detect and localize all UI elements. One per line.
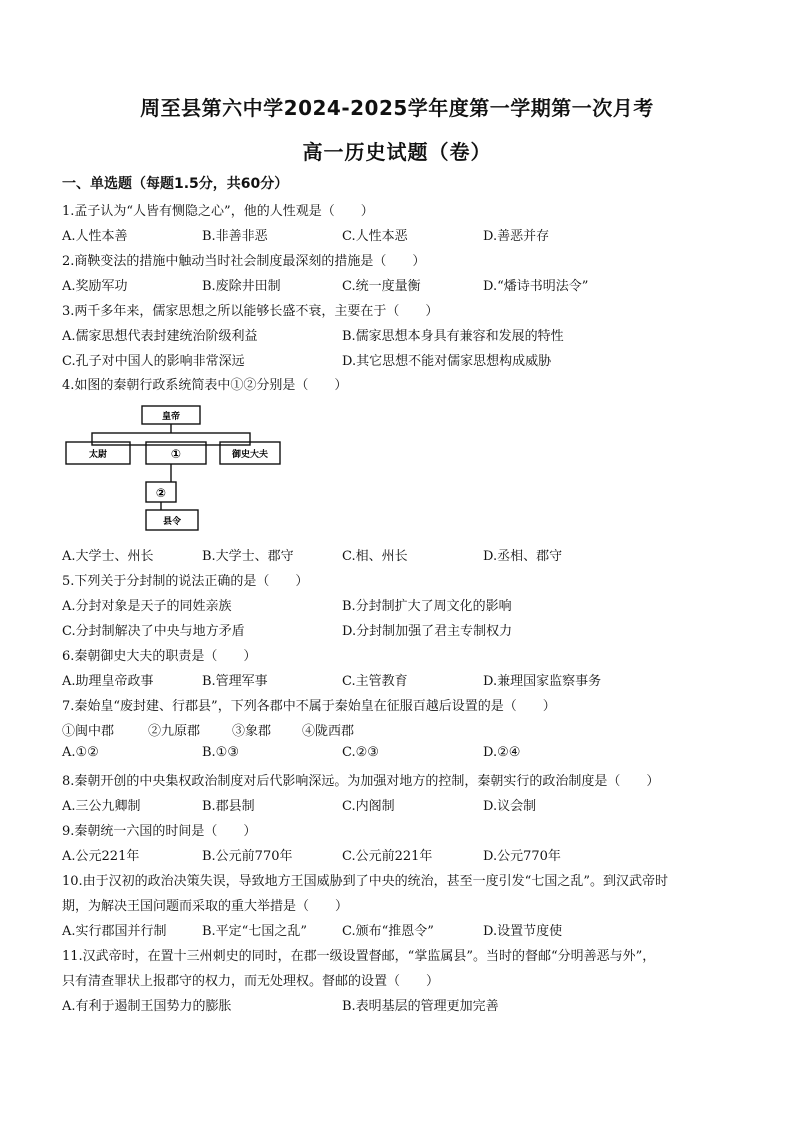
q7-item-4: ④陇西郡 [302, 724, 355, 739]
q8-option-b: B.郡县制 [202, 799, 255, 814]
question-7-stem: 7.秦始皇“废封建、行郡县”，下列各郡中不属于秦始皇在征服百越后设置的是（ ） [62, 699, 556, 714]
q1-option-b: B.非善非恶 [202, 229, 268, 244]
exam-title: 周至县第六中学2024-2025学年度第一学期第一次月考 [140, 96, 654, 120]
q4-option-a: A.大学士、州长 [62, 549, 154, 564]
q5-option-b: B.分封制扩大了周文化的影响 [342, 599, 512, 614]
q3-option-b: B.儒家思想本身具有兼容和发展的特性 [342, 329, 564, 344]
question-6-stem: 6.秦朝御史大夫的职责是（ ） [62, 649, 257, 664]
q10-option-c: C.颁布“推恩令” [342, 924, 434, 939]
qin-admin-diagram [62, 398, 302, 538]
question-8-stem: 8.秦朝开创的中央集权政治制度对后代影响深远。为加强对地方的控制，秦朝实行的政治制度是（ ） [62, 774, 660, 789]
q4-option-d: D.丞相、郡守 [483, 549, 563, 564]
q3-option-d: D.其它思想不能对儒家思想构成威胁 [342, 354, 552, 369]
question-2-stem: 2.商鞅变法的措施中触动当时社会制度最深刻的措施是（ ） [62, 254, 426, 269]
q6-option-c: C.主管教育 [342, 674, 408, 689]
q4-option-c: C.相、州长 [342, 549, 408, 564]
q6-option-d: D.兼理国家监察事务 [483, 674, 602, 689]
question-3-stem: 3.两千多年来，儒家思想之所以能够长盛不衰，主要在于（ ） [62, 304, 439, 319]
q9-option-c: C.公元前221年 [342, 849, 433, 864]
section-heading: 一、单选题（每题1.5分，共60分） [62, 176, 289, 192]
label-xianling: 县令 [162, 517, 182, 527]
q8-option-c: C.内阁制 [342, 799, 395, 814]
q7-option-a: A.①② [62, 745, 99, 760]
question-4-stem: 4.如图的秦朝行政系统简表中①②分别是（ ） [62, 378, 348, 393]
q3-option-a: A.儒家思想代表封建统治阶级利益 [62, 329, 258, 344]
q11-option-b: B.表明基层的管理更加完善 [342, 999, 499, 1014]
q2-option-d: D.“燔诗书明法令” [483, 279, 589, 294]
q11-option-a: A.有利于遏制王国势力的膨胀 [62, 999, 232, 1014]
q9-option-b: B.公元前770年 [202, 849, 293, 864]
q7-option-d: D.②④ [483, 745, 521, 760]
exam-subtitle: 高一历史试题（卷） [302, 140, 492, 164]
q6-option-a: A.助理皇帝政事 [62, 674, 154, 689]
q7-item-1: ①闽中郡 [62, 724, 115, 739]
question-10-stem: 10.由于汉初的政治决策失误，导致地方王国威胁到了中央的统治，甚至一度引发“七国之乱”。到汉武帝时 [62, 874, 668, 889]
q5-option-d: D.分封制加强了君主专制权力 [342, 624, 513, 639]
q2-option-b: B.废除井田制 [202, 279, 281, 294]
q2-option-a: A.奖励军功 [62, 279, 128, 294]
label-taiwei: 太尉 [88, 450, 108, 460]
label-blank2: ② [155, 486, 167, 500]
q6-option-b: B.管理军事 [202, 674, 268, 689]
q5-option-a: A.分封对象是天子的同姓亲族 [62, 599, 232, 614]
diagram-svg [62, 398, 302, 538]
q8-option-a: A.三公九卿制 [62, 799, 141, 814]
label-blank1: ① [170, 447, 182, 461]
q8-option-d: D.议会制 [483, 799, 537, 814]
question-9-stem: 9.秦朝统一六国的时间是（ ） [62, 824, 257, 839]
q10-option-a: A.实行郡国并行制 [62, 924, 167, 939]
q7-option-c: C.②③ [342, 745, 379, 760]
q10-option-b: B.平定“七国之乱” [202, 924, 307, 939]
q1-option-c: C.人性本恶 [342, 229, 408, 244]
q1-option-a: A.人性本善 [62, 229, 128, 244]
q9-option-a: A.公元221年 [62, 849, 140, 864]
q5-option-c: C.分封制解决了中央与地方矛盾 [62, 624, 245, 639]
question-11-stem-cont: 只有清查罪状上报郡守的权力，而无处理权。督邮的设置（ ） [62, 974, 440, 989]
q1-option-d: D.善恶并存 [483, 229, 550, 244]
q4-option-b: B.大学士、郡守 [202, 549, 294, 564]
question-5-stem: 5.下列关于分封制的说法正确的是（ ） [62, 574, 309, 589]
q3-option-c: C.孔子对中国人的影响非常深远 [62, 354, 245, 369]
q7-item-2: ②九原郡 [148, 724, 201, 739]
question-10-stem-cont: 期，为解决王国问题而采取的重大举措是（ ） [62, 899, 349, 914]
q2-option-c: C.统一度量衡 [342, 279, 421, 294]
q7-option-b: B.①③ [202, 745, 239, 760]
question-1-stem: 1.孟子认为“人皆有恻隐之心”，他的人性观是（ ） [62, 204, 374, 219]
label-emperor: 皇帝 [161, 412, 181, 422]
question-11-stem: 11.汉武帝时，在置十三州刺史的同时，在郡一级设置督邮，“掌监属县”。当时的督邮“分明善恶与外”， [62, 949, 656, 964]
q7-item-3: ③象郡 [232, 724, 272, 739]
q9-option-d: D.公元770年 [483, 849, 561, 864]
q10-option-d: D.设置节度使 [483, 924, 563, 939]
label-yushi: 御史大夫 [231, 450, 269, 460]
